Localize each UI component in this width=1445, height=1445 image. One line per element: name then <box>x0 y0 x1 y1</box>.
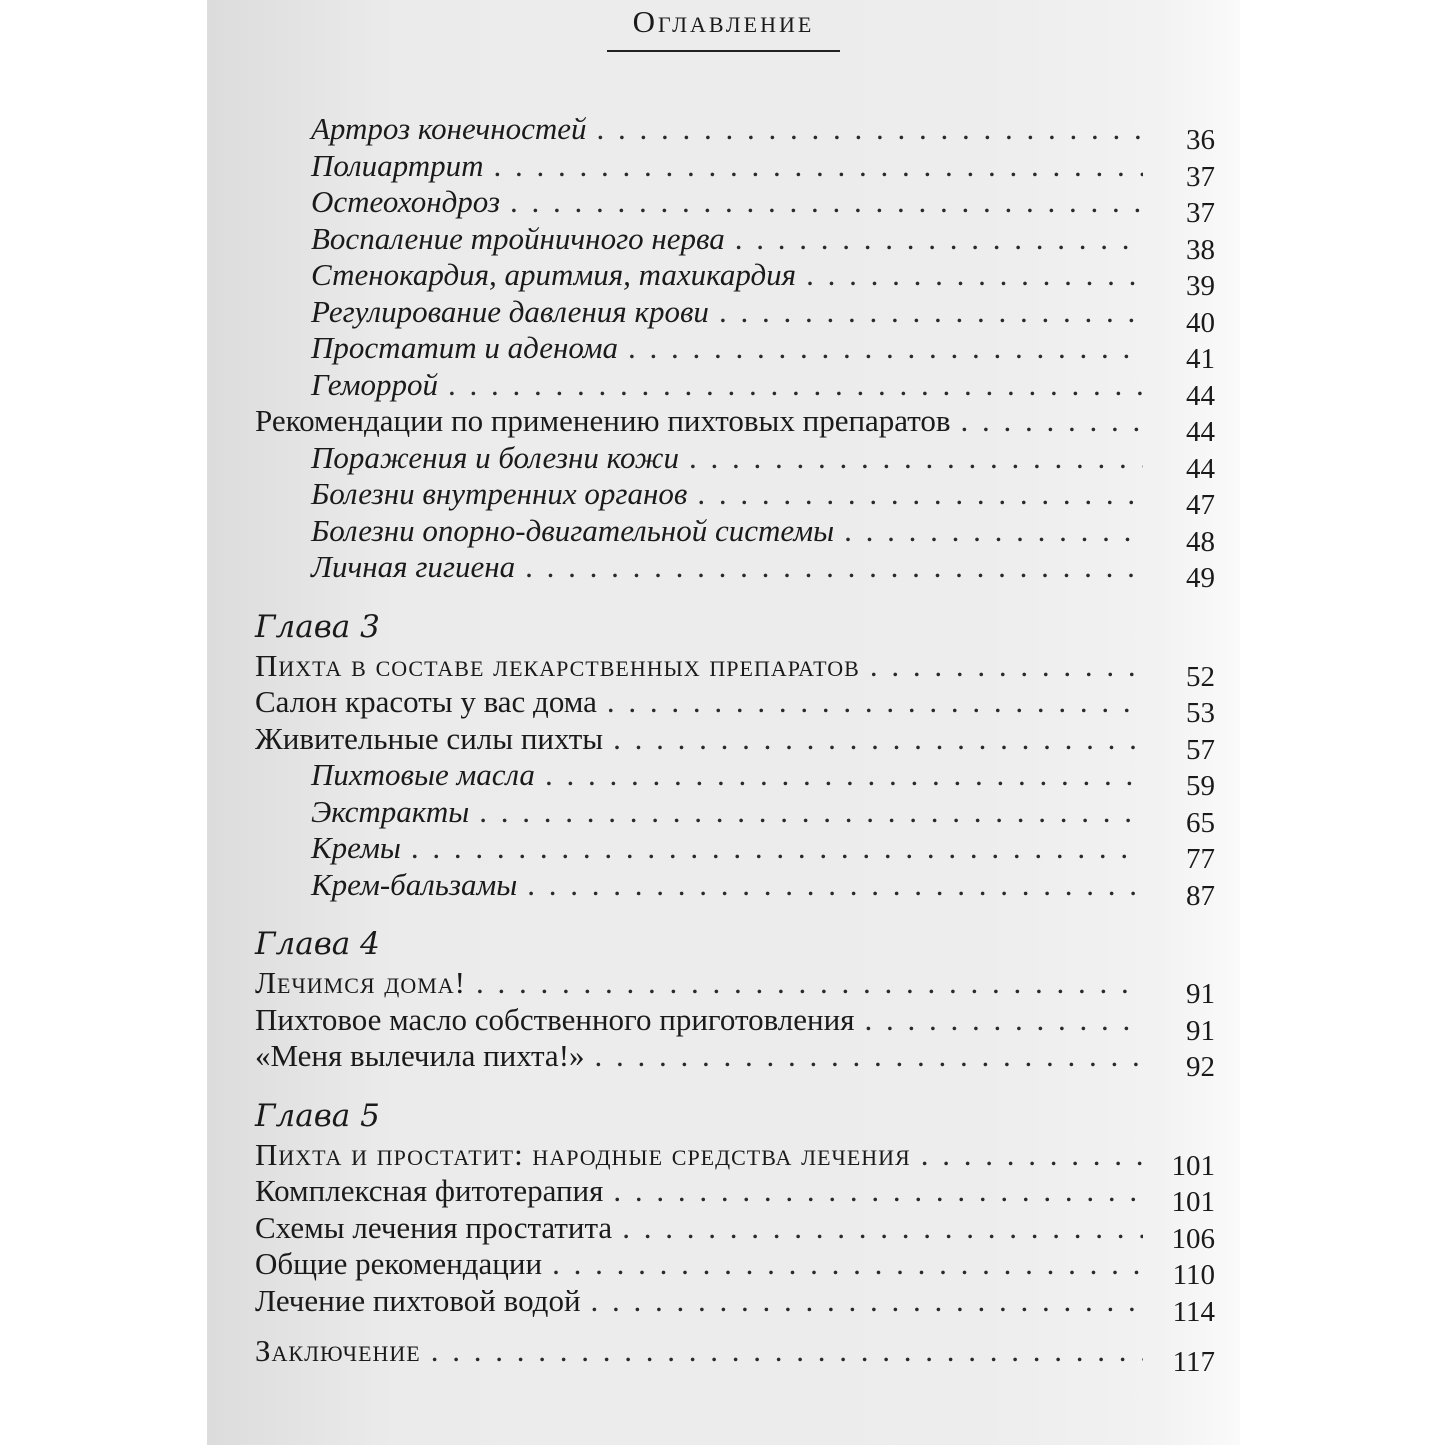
toc-entry <box>255 439 1215 485</box>
toc-entry-title: Болезни опорно-двигательной системы <box>311 512 835 548</box>
dot-leader <box>552 1247 1143 1280</box>
toc-entry-title: Остеохондроз <box>311 184 500 219</box>
toc-page-number: 39 <box>1186 270 1215 302</box>
toc-entry <box>255 830 1215 875</box>
toc-entry <box>255 757 1215 802</box>
dot-leader <box>921 1138 1143 1171</box>
toc-entry <box>255 1173 1215 1218</box>
toc-entry-title: Болезни внутренних органов <box>311 476 688 511</box>
running-header <box>207 4 1240 52</box>
dot-leader <box>411 831 1143 864</box>
toc-entry-title: Заключение <box>255 1333 421 1368</box>
toc-page-number: 77 <box>1186 843 1215 875</box>
toc-page-number: 92 <box>1186 1051 1215 1083</box>
toc-entry <box>255 1282 1215 1328</box>
toc-page-number: 117 <box>1172 1346 1215 1378</box>
book-page <box>207 0 1240 1445</box>
toc-page-number: 44 <box>1186 379 1215 412</box>
toc-page-number: 59 <box>1186 770 1215 802</box>
dot-leader <box>613 1174 1143 1207</box>
toc-page-number: 37 <box>1186 160 1215 193</box>
dot-leader <box>607 685 1143 718</box>
toc-entry-title: Салон красоты у вас дома <box>255 684 597 719</box>
toc-entry <box>255 476 1215 521</box>
toc-page-number: 48 <box>1186 525 1215 558</box>
toc-entry <box>255 684 1215 729</box>
toc-entry-title: Лечение пихтовой водой <box>255 1282 581 1318</box>
toc-entry-title: Пихта и простатит: народные средства лечения <box>255 1136 911 1172</box>
dot-leader <box>719 295 1143 328</box>
toc-entry <box>255 647 1215 693</box>
dot-leader <box>735 222 1143 255</box>
toc-entry <box>255 866 1215 912</box>
toc-entry <box>255 184 1215 229</box>
toc-entry-title: Простатит и аденома <box>311 330 618 365</box>
toc-entry <box>255 793 1215 839</box>
toc-entry-title: Кремы <box>311 830 401 865</box>
dot-leader <box>864 1003 1143 1036</box>
toc-page-number: 101 <box>1171 1149 1215 1182</box>
toc-entry <box>255 257 1215 302</box>
toc-page-number: 44 <box>1186 416 1215 448</box>
toc-page-number: 37 <box>1186 197 1215 229</box>
dot-leader <box>448 368 1143 401</box>
toc-entry-title: Крем-бальзамы <box>311 866 518 902</box>
toc-page-number: 57 <box>1186 733 1215 766</box>
toc-entry-title: Рекомендации по применению пихтовых препаратов <box>255 403 951 438</box>
toc-entry <box>255 293 1215 339</box>
toc-entry-title: Комплексная фитотерапия <box>255 1173 604 1208</box>
dot-leader <box>628 331 1143 364</box>
dot-leader <box>622 1211 1143 1244</box>
page-title: Оглавление <box>607 4 841 52</box>
dot-leader <box>613 722 1143 755</box>
toc-entry <box>255 720 1215 766</box>
toc-entry <box>255 1001 1215 1047</box>
toc-entry-title: Воспаление тройничного нерва <box>311 220 725 256</box>
toc-entry <box>255 366 1215 412</box>
toc-entry-title: «Меня вылечила пихта!» <box>255 1038 585 1073</box>
dot-leader <box>870 649 1143 682</box>
toc-entry-title: Живительные силы пихты <box>255 720 604 756</box>
chapter-heading: Глава 5 <box>255 1097 380 1134</box>
toc-entry <box>255 1136 1215 1182</box>
dot-leader <box>596 112 1143 145</box>
toc-entry-title: Регулирование давления крови <box>311 293 709 329</box>
toc-entry-title: Артроз конечностей <box>311 111 587 146</box>
toc-page-number: 65 <box>1186 806 1215 839</box>
dot-leader <box>476 966 1143 999</box>
chapter-heading: Глава 3 <box>255 608 380 645</box>
dot-leader <box>527 868 1143 901</box>
toc-entry-title: Личная гигиена <box>311 549 516 584</box>
toc-entry-title: Пихтовое масло собственного приготовления <box>255 1001 855 1037</box>
dot-leader <box>545 758 1143 791</box>
dot-leader <box>494 149 1144 182</box>
dot-leader <box>591 1284 1143 1317</box>
toc-entry <box>255 1333 1215 1378</box>
toc-page-number: 47 <box>1186 489 1215 521</box>
dot-leader <box>961 404 1143 437</box>
toc-page-number: 101 <box>1171 1186 1215 1218</box>
toc-page-number: 106 <box>1171 1222 1215 1255</box>
toc-entry-title: Стенокардия, аритмия, тахикардия <box>311 257 797 292</box>
toc-page-number: 114 <box>1172 1295 1215 1328</box>
toc-page-number: 36 <box>1186 124 1215 156</box>
toc-entry <box>255 1246 1215 1291</box>
toc-entry <box>255 1209 1215 1255</box>
toc-entry-title: Пихта в составе лекарственных препаратов <box>255 647 860 683</box>
toc-entry-title: Пихтовые масла <box>311 757 535 792</box>
toc-entry <box>255 111 1215 156</box>
toc-page-number: 53 <box>1186 697 1215 729</box>
toc-spacer <box>255 1320 1215 1334</box>
dot-leader <box>844 514 1143 547</box>
dot-leader <box>806 258 1143 291</box>
toc-entry <box>255 147 1215 193</box>
toc-page-number: 44 <box>1186 452 1215 485</box>
table-of-contents <box>255 111 1215 1378</box>
dot-leader <box>479 795 1143 828</box>
toc-entry <box>255 220 1215 266</box>
toc-page-number: 40 <box>1186 306 1215 339</box>
toc-entry-title: Общие рекомендации <box>255 1246 543 1281</box>
chapter-heading: Глава 4 <box>255 926 380 962</box>
toc-entry <box>255 330 1215 375</box>
toc-entry <box>255 512 1215 558</box>
dot-leader <box>510 185 1143 218</box>
toc-page-number: 38 <box>1186 233 1215 266</box>
toc-entry <box>255 403 1215 448</box>
toc-entry <box>255 549 1215 594</box>
toc-page-number: 91 <box>1186 978 1215 1010</box>
toc-page-number: 52 <box>1186 660 1215 693</box>
dot-leader <box>595 1039 1143 1072</box>
toc-page-number: 41 <box>1186 343 1215 375</box>
toc-entry-title: Полиартрит <box>311 147 484 183</box>
dot-leader <box>689 441 1143 474</box>
toc-entry-title: Экстракты <box>311 793 470 829</box>
toc-page-number: 110 <box>1172 1259 1215 1291</box>
toc-page-number: 91 <box>1186 1014 1215 1047</box>
toc-entry-title: Лечимся дома! <box>255 965 466 1000</box>
toc-entry-title: Геморрой <box>311 366 438 402</box>
toc-entry <box>255 1038 1215 1083</box>
dot-leader <box>431 1334 1143 1367</box>
toc-entry-title: Схемы лечения простатита <box>255 1209 613 1245</box>
toc-page-number: 87 <box>1186 879 1215 912</box>
toc-entry-title: Поражения и болезни кожи <box>311 439 680 475</box>
dot-leader <box>525 550 1143 583</box>
toc-entry <box>255 965 1215 1010</box>
dot-leader <box>697 477 1143 510</box>
toc-page-number: 49 <box>1186 562 1215 594</box>
